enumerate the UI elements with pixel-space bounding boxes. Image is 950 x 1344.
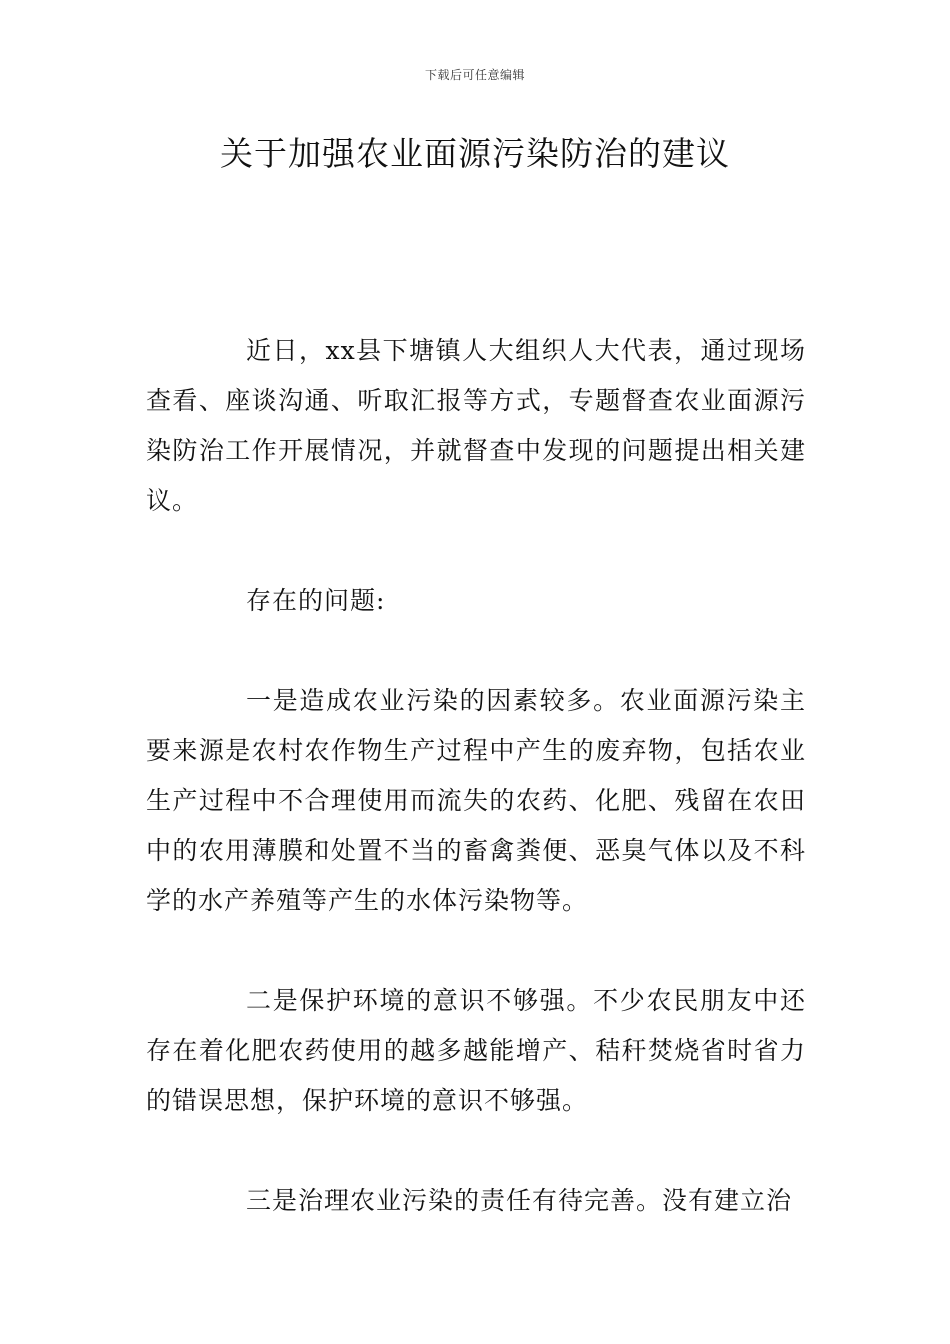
document-body [146, 326, 806, 1276]
paragraph-intro: 近日，xx县下塘镇人大组织人大代表，通过现场查看、座谈沟通、听取汇报等方式，专题督查农业面源污染防治工作开展情况，并就督查中发现的问题提出相关建议。 [146, 336, 806, 515]
paragraph-problems-heading: 存在的问题: [246, 586, 386, 615]
paragraph-problem-2: 二是保护环境的意识不够强。不少农民朋友中还存在着化肥农药使用的越多越能增产、秸秆焚烧省时省力的错误思想，保护环境的意识不够强。 [146, 986, 806, 1115]
paragraph-problem-1: 一是造成农业污染的因素较多。农业面源污染主要来源是农村农作物生产过程中产生的废弃物，包括农业生产过程中不合理使用而流失的农药、化肥、残留在农田中的农用薄膜和处置不当的畜禽粪便、恶臭气体以及不科学的水产养殖等产生的水体污染物等。 [146, 686, 806, 915]
document-title: 关于加强农业面源污染防治的建议 [220, 134, 730, 173]
paragraph-problem-3: 三是治理农业污染的责任有待完善。没有建立治 [246, 1186, 793, 1215]
header-note: 下载后可任意编辑 [424, 68, 525, 82]
